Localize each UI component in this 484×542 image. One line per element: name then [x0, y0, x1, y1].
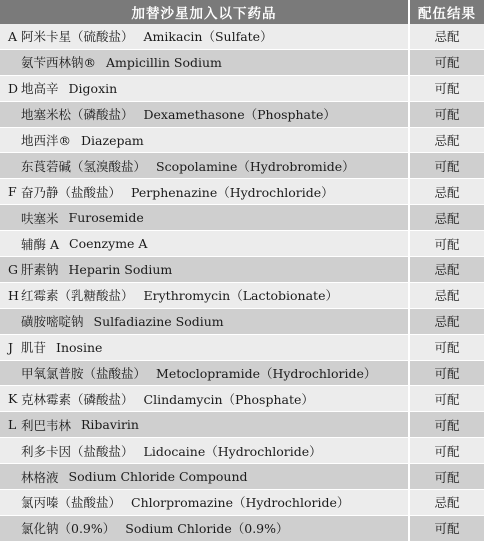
drug-cell [0, 101, 409, 127]
drug-cell [0, 205, 409, 231]
drug-name-chinese: 肌苷 [21, 340, 47, 356]
drug-cell [0, 308, 409, 334]
group-letter: D [8, 80, 19, 96]
drug-name-chinese: 东莨菪碱（氢溴酸盐） [21, 158, 147, 174]
drug-name-english: Furosemide [68, 210, 144, 226]
drug-cell [0, 412, 409, 438]
compatibility-result: 忌配 [409, 205, 484, 231]
drug-name-chinese: 阿米卡星（硫酸盐） [21, 29, 134, 45]
compatibility-result: 可配 [409, 412, 484, 438]
drug-cell-content [0, 183, 408, 201]
compatibility-result: 可配 [409, 438, 484, 464]
compatibility-result: 忌配 [409, 127, 484, 153]
drug-cell-content [0, 442, 408, 460]
drug-name-chinese: 磺胺嘧啶钠 [21, 314, 84, 330]
table-row [0, 127, 484, 153]
drug-cell [0, 438, 409, 464]
compatibility-result: 忌配 [409, 282, 484, 308]
drug-cell-content [0, 312, 408, 330]
drug-cell-content [0, 79, 408, 97]
drug-cell [0, 257, 409, 283]
drug-cell [0, 515, 409, 541]
compatibility-result: 忌配 [409, 257, 484, 283]
group-letter: A [8, 28, 18, 44]
compatibility-result: 可配 [409, 153, 484, 179]
table-row [0, 334, 484, 360]
result-column-header: 配伍结果 [409, 0, 484, 24]
drug-name-english: Ampicillin Sodium [106, 54, 222, 70]
drug-name-english: Dexamethasone（Phosphate） [143, 107, 336, 123]
table-row [0, 490, 484, 516]
table-row [0, 464, 484, 490]
drug-cell-content [0, 364, 408, 382]
drug-name-english: Sodium Chloride（0.9%） [125, 521, 289, 537]
table-row [0, 438, 484, 464]
drug-name-chinese: 氯化钠（0.9%） [21, 521, 116, 537]
drug-name-english: Sulfadiazine Sodium [93, 313, 224, 329]
drug-cell-content [0, 105, 408, 123]
drug-cell [0, 231, 409, 257]
drug-name-english: Diazepam [81, 132, 144, 148]
compatibility-result: 可配 [409, 49, 484, 75]
drug-name-english: Inosine [56, 339, 103, 355]
compatibility-result: 忌配 [409, 24, 484, 49]
drug-cell-content [0, 53, 408, 71]
drug-column-header: 加替沙星加入以下药品 [0, 0, 409, 24]
drug-name-english: Perphenazine（Hydrochloride） [131, 184, 334, 200]
drug-name-english: Ribavirin [81, 417, 139, 433]
drug-cell-content [0, 235, 408, 253]
drug-cell [0, 179, 409, 205]
table-header [0, 0, 484, 24]
drug-cell [0, 49, 409, 75]
drug-name-chinese: 肝素钠 [21, 262, 59, 278]
drug-cell [0, 360, 409, 386]
compatibility-result: 忌配 [409, 490, 484, 516]
compatibility-result: 忌配 [409, 308, 484, 334]
table-row [0, 360, 484, 386]
drug-cell-content [0, 27, 408, 45]
drug-cell [0, 153, 409, 179]
drug-cell-content [0, 131, 408, 149]
drug-name-english: Lidocaine（Hydrochloride） [143, 443, 322, 459]
drug-name-chinese: 氨苄西林钠® [21, 55, 97, 71]
drug-name-chinese: 奋乃静（盐酸盐） [21, 184, 122, 200]
drug-cell-content [0, 468, 408, 486]
drug-name-chinese: 红霉素（乳糖酸盐） [21, 288, 134, 304]
drug-name-chinese: 呋塞米 [21, 210, 59, 226]
drug-cell-content [0, 416, 408, 434]
drug-name-english: Chlorpromazine（Hydrochloride） [131, 495, 350, 511]
drug-name-english: Erythromycin（Lactobionate） [143, 288, 338, 304]
table-row [0, 386, 484, 412]
drug-name-chinese: 地西泮® [21, 133, 72, 148]
table-row [0, 153, 484, 179]
table-row [0, 179, 484, 205]
drug-name-english: Scopolamine（Hydrobromide） [156, 158, 355, 174]
drug-name-chinese: 利多卡因（盐酸盐） [21, 443, 134, 459]
table-body [0, 24, 484, 541]
drug-name-english: Clindamycin（Phosphate） [143, 391, 314, 407]
drug-cell [0, 464, 409, 490]
drug-cell [0, 490, 409, 516]
drug-name-english: Heparin Sodium [68, 261, 173, 277]
table-row [0, 101, 484, 127]
table-row [0, 231, 484, 257]
drug-name-chinese: 地高辛 [21, 81, 59, 97]
table-row [0, 75, 484, 101]
compatibility-result: 可配 [409, 464, 484, 490]
compatibility-result: 可配 [409, 101, 484, 127]
drug-name-english: Amikacin（Sulfate） [143, 29, 273, 45]
drug-name-chinese: 地塞米松（磷酸盐） [21, 107, 134, 123]
drug-name-chinese: 林格液 [21, 469, 59, 485]
drug-name-english: Metoclopramide（Hydrochloride） [156, 366, 377, 382]
drug-cell [0, 386, 409, 412]
drug-cell-content [0, 519, 408, 537]
drug-cell-content [0, 390, 408, 408]
header-row [0, 0, 484, 24]
drug-name-chinese: 氯丙嗪（盐酸盐） [21, 495, 122, 511]
table-row [0, 515, 484, 541]
drug-name-english: Sodium Chloride Compound [68, 469, 248, 485]
group-letter: H [8, 287, 19, 303]
table-row [0, 205, 484, 231]
table-row [0, 308, 484, 334]
drug-cell [0, 127, 409, 153]
compatibility-result: 可配 [409, 231, 484, 257]
drug-cell-content [0, 493, 408, 511]
drug-cell-content [0, 157, 408, 175]
table-row [0, 49, 484, 75]
compatibility-result: 忌配 [409, 179, 484, 205]
drug-cell-content [0, 286, 408, 304]
drug-cell-content [0, 338, 408, 356]
compatibility-result: 可配 [409, 360, 484, 386]
compatibility-result: 可配 [409, 515, 484, 541]
drug-cell-content [0, 209, 408, 227]
group-letter: L [8, 417, 17, 433]
drug-name-chinese: 甲氧氯普胺（盐酸盐） [21, 366, 147, 382]
compatibility-result: 可配 [409, 334, 484, 360]
drug-cell [0, 75, 409, 101]
drug-name-english: Digoxin [68, 80, 118, 96]
compatibility-result: 可配 [409, 75, 484, 101]
drug-name-chinese: 利巴韦林 [21, 417, 72, 433]
drug-cell [0, 24, 409, 49]
table-row [0, 282, 484, 308]
group-letter: J [8, 339, 14, 355]
drug-name-chinese: 辅酶 A [21, 236, 60, 252]
group-letter: K [8, 391, 18, 407]
drug-name-english: Coenzyme A [69, 236, 148, 252]
table-row [0, 24, 484, 49]
table-row [0, 257, 484, 283]
group-letter: F [8, 184, 17, 200]
table-row [0, 412, 484, 438]
compatibility-result: 可配 [409, 386, 484, 412]
drug-cell-content [0, 260, 408, 278]
group-letter: G [8, 261, 18, 277]
drug-cell [0, 334, 409, 360]
drug-cell [0, 282, 409, 308]
drug-name-chinese: 克林霉素（磷酸盐） [21, 391, 134, 407]
